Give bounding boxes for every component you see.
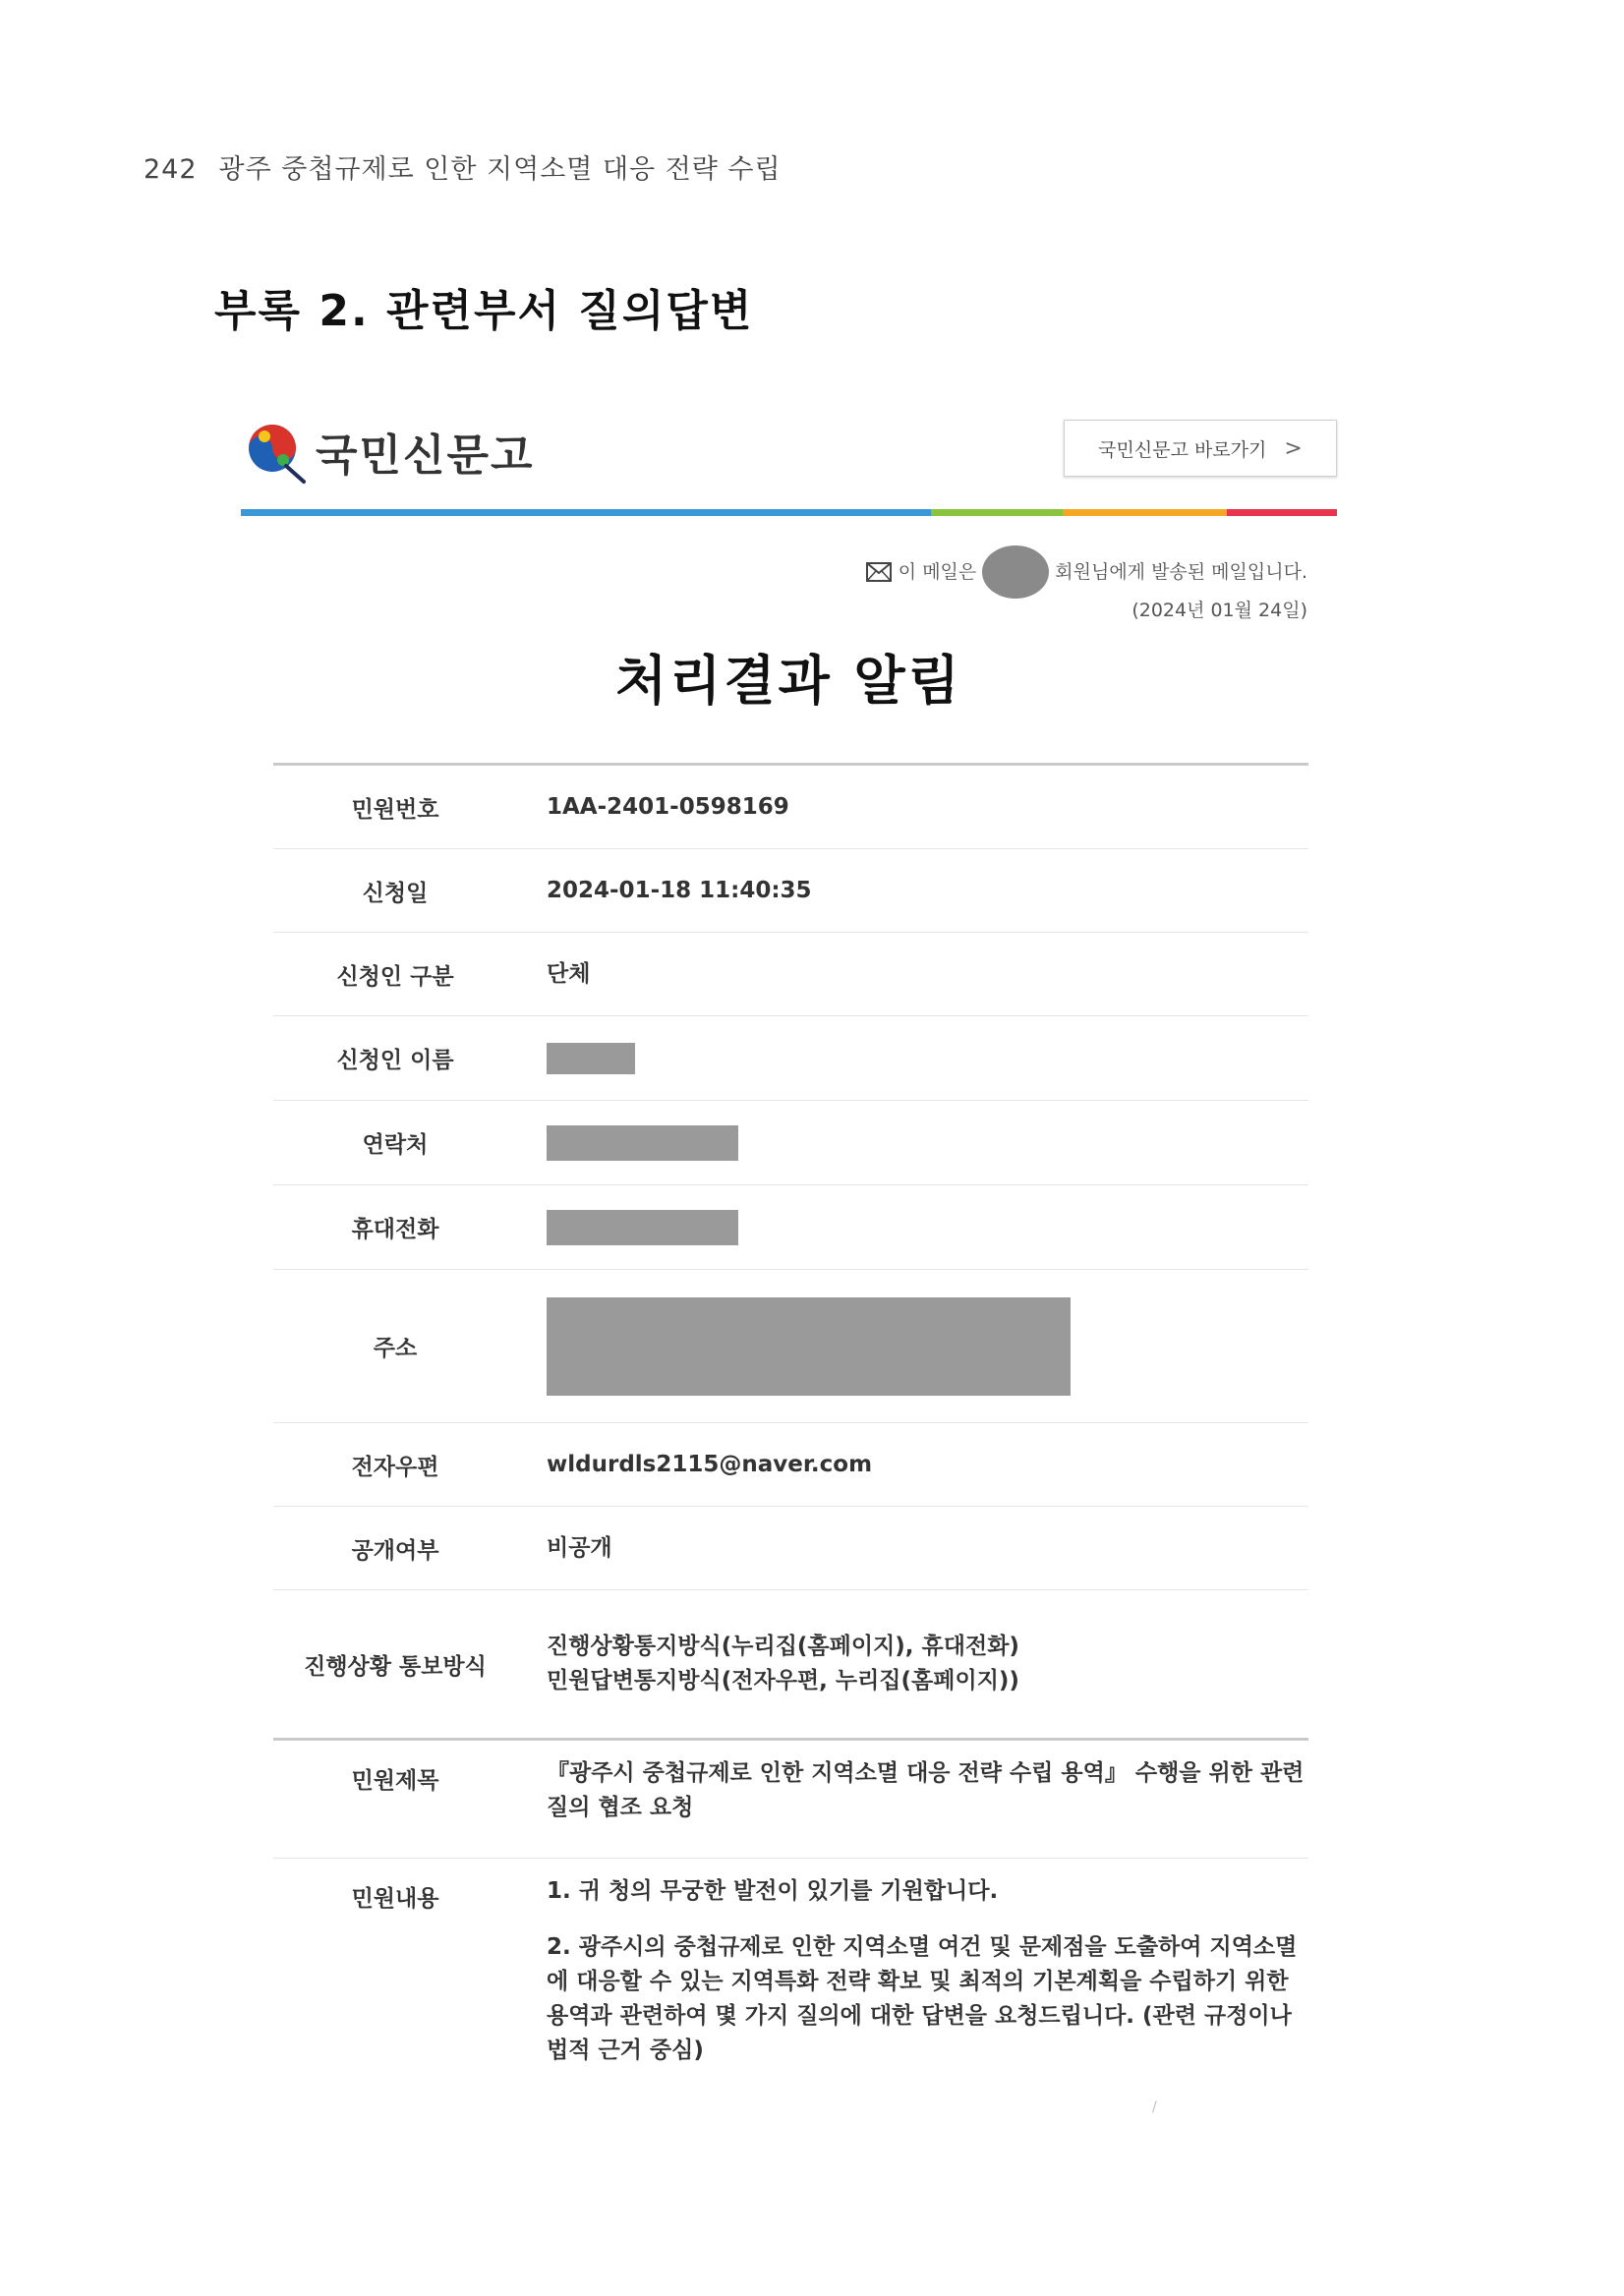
logo[interactable] (241, 417, 535, 486)
envelope-icon (866, 562, 892, 582)
redacted-mobile (547, 1210, 738, 1245)
redacted-address (547, 1297, 1071, 1396)
contact-label: 연락처 (362, 1132, 429, 1158)
address-label: 주소 (373, 1336, 418, 1361)
goto-portal-label: 국민신문고 바로가기 (1098, 438, 1267, 461)
civil-no-label: 민원번호 (351, 796, 439, 823)
row-subject (273, 1741, 1308, 1859)
redacted-name (982, 545, 1049, 599)
email-value: wldurdls2115@naver.com (547, 1451, 873, 1477)
row-address (273, 1270, 1308, 1423)
disclosure-label: 공개여부 (351, 1537, 439, 1564)
apply-date-label: 신청일 (362, 880, 429, 906)
row-notify (273, 1590, 1308, 1741)
color-bar-orange (1063, 509, 1227, 516)
notice-before: 이 메일은 (898, 561, 977, 583)
content-paragraph-1: 1. 귀 청의 무궁한 발전이 있기를 기원합니다. (547, 1878, 999, 1904)
appendix-title: 부록 2. 관련부서 질의답변 (214, 286, 754, 336)
mail-title: 처리결과 알림 (615, 650, 962, 712)
subject-label: 민원제목 (351, 1768, 439, 1794)
email-screenshot (241, 403, 1337, 2089)
notify-label: 진행상황 통보방식 (304, 1653, 487, 1680)
row-email (273, 1423, 1308, 1507)
email-label: 전자우편 (351, 1454, 439, 1480)
applicant-name-label: 신청인 이름 (336, 1048, 454, 1073)
result-table (273, 763, 1308, 2090)
running-header (144, 147, 782, 186)
row-applicant-name (273, 1016, 1308, 1101)
header-color-bar (241, 509, 1337, 516)
color-bar-green (931, 509, 1063, 516)
content-paragraph-2: 2. 광주시의 중첩규제로 인한 지역소멸 여건 및 문제점을 도출하여 지역소멸에 대응할 수 있는 지역특화 전략 확보 및 최적의 기본계획을 수립하기 위한 용역과 관련하여 몇 가지 질의에 대한 답변을 요청드립니다. (관련 규정이나 법적 근거 중심) (547, 1934, 1298, 2063)
redacted-applicant-name (547, 1043, 635, 1074)
row-civil-no (273, 766, 1308, 849)
redacted-contact (547, 1125, 738, 1161)
page-number: 242 (144, 154, 198, 185)
color-bar-blue (241, 509, 931, 516)
scan-mark: / (1152, 2099, 1157, 2115)
apply-date-value: 2024-01-18 11:40:35 (547, 877, 812, 903)
content-label: 민원내용 (351, 1886, 439, 1912)
goto-portal-button[interactable] (1064, 420, 1337, 477)
header-text: 광주 중첩규제로 인한 지역소멸 대응 전략 수립 (218, 154, 782, 185)
chevron-right-icon: > (1284, 435, 1303, 461)
row-apply-date (273, 849, 1308, 933)
logo-text: 국민신문고 (316, 430, 535, 481)
notice-after: 회원님에게 발송된 메일입니다. (1055, 561, 1307, 583)
row-content (273, 1859, 1308, 2090)
applicant-type-value: 단체 (547, 960, 591, 987)
row-applicant-type (273, 933, 1308, 1016)
row-disclosure (273, 1507, 1308, 1590)
notify-line-1: 진행상황통지방식(누리집(홈페이지), 휴대전화) (547, 1634, 1019, 1659)
mobile-label: 휴대전화 (351, 1217, 439, 1242)
mail-notice (866, 545, 1307, 622)
row-mobile (273, 1185, 1308, 1270)
notice-date: (2024년 01월 24일) (1131, 600, 1307, 621)
color-bar-red (1227, 509, 1337, 516)
row-contact (273, 1101, 1308, 1185)
notify-line-2: 민원답변통지방식(전자우편, 누리집(홈페이지)) (547, 1668, 1019, 1693)
civil-no-value: 1AA-2401-0598169 (547, 793, 789, 820)
subject-value: 『광주시 중첩규제로 인한 지역소멸 대응 전략 수립 용역』 수행을 위한 관련 질의 협조 요청 (547, 1760, 1305, 1820)
taegeuk-logo-icon (241, 417, 310, 486)
applicant-type-label: 신청인 구분 (336, 963, 454, 990)
disclosure-value: 비공개 (547, 1534, 612, 1561)
